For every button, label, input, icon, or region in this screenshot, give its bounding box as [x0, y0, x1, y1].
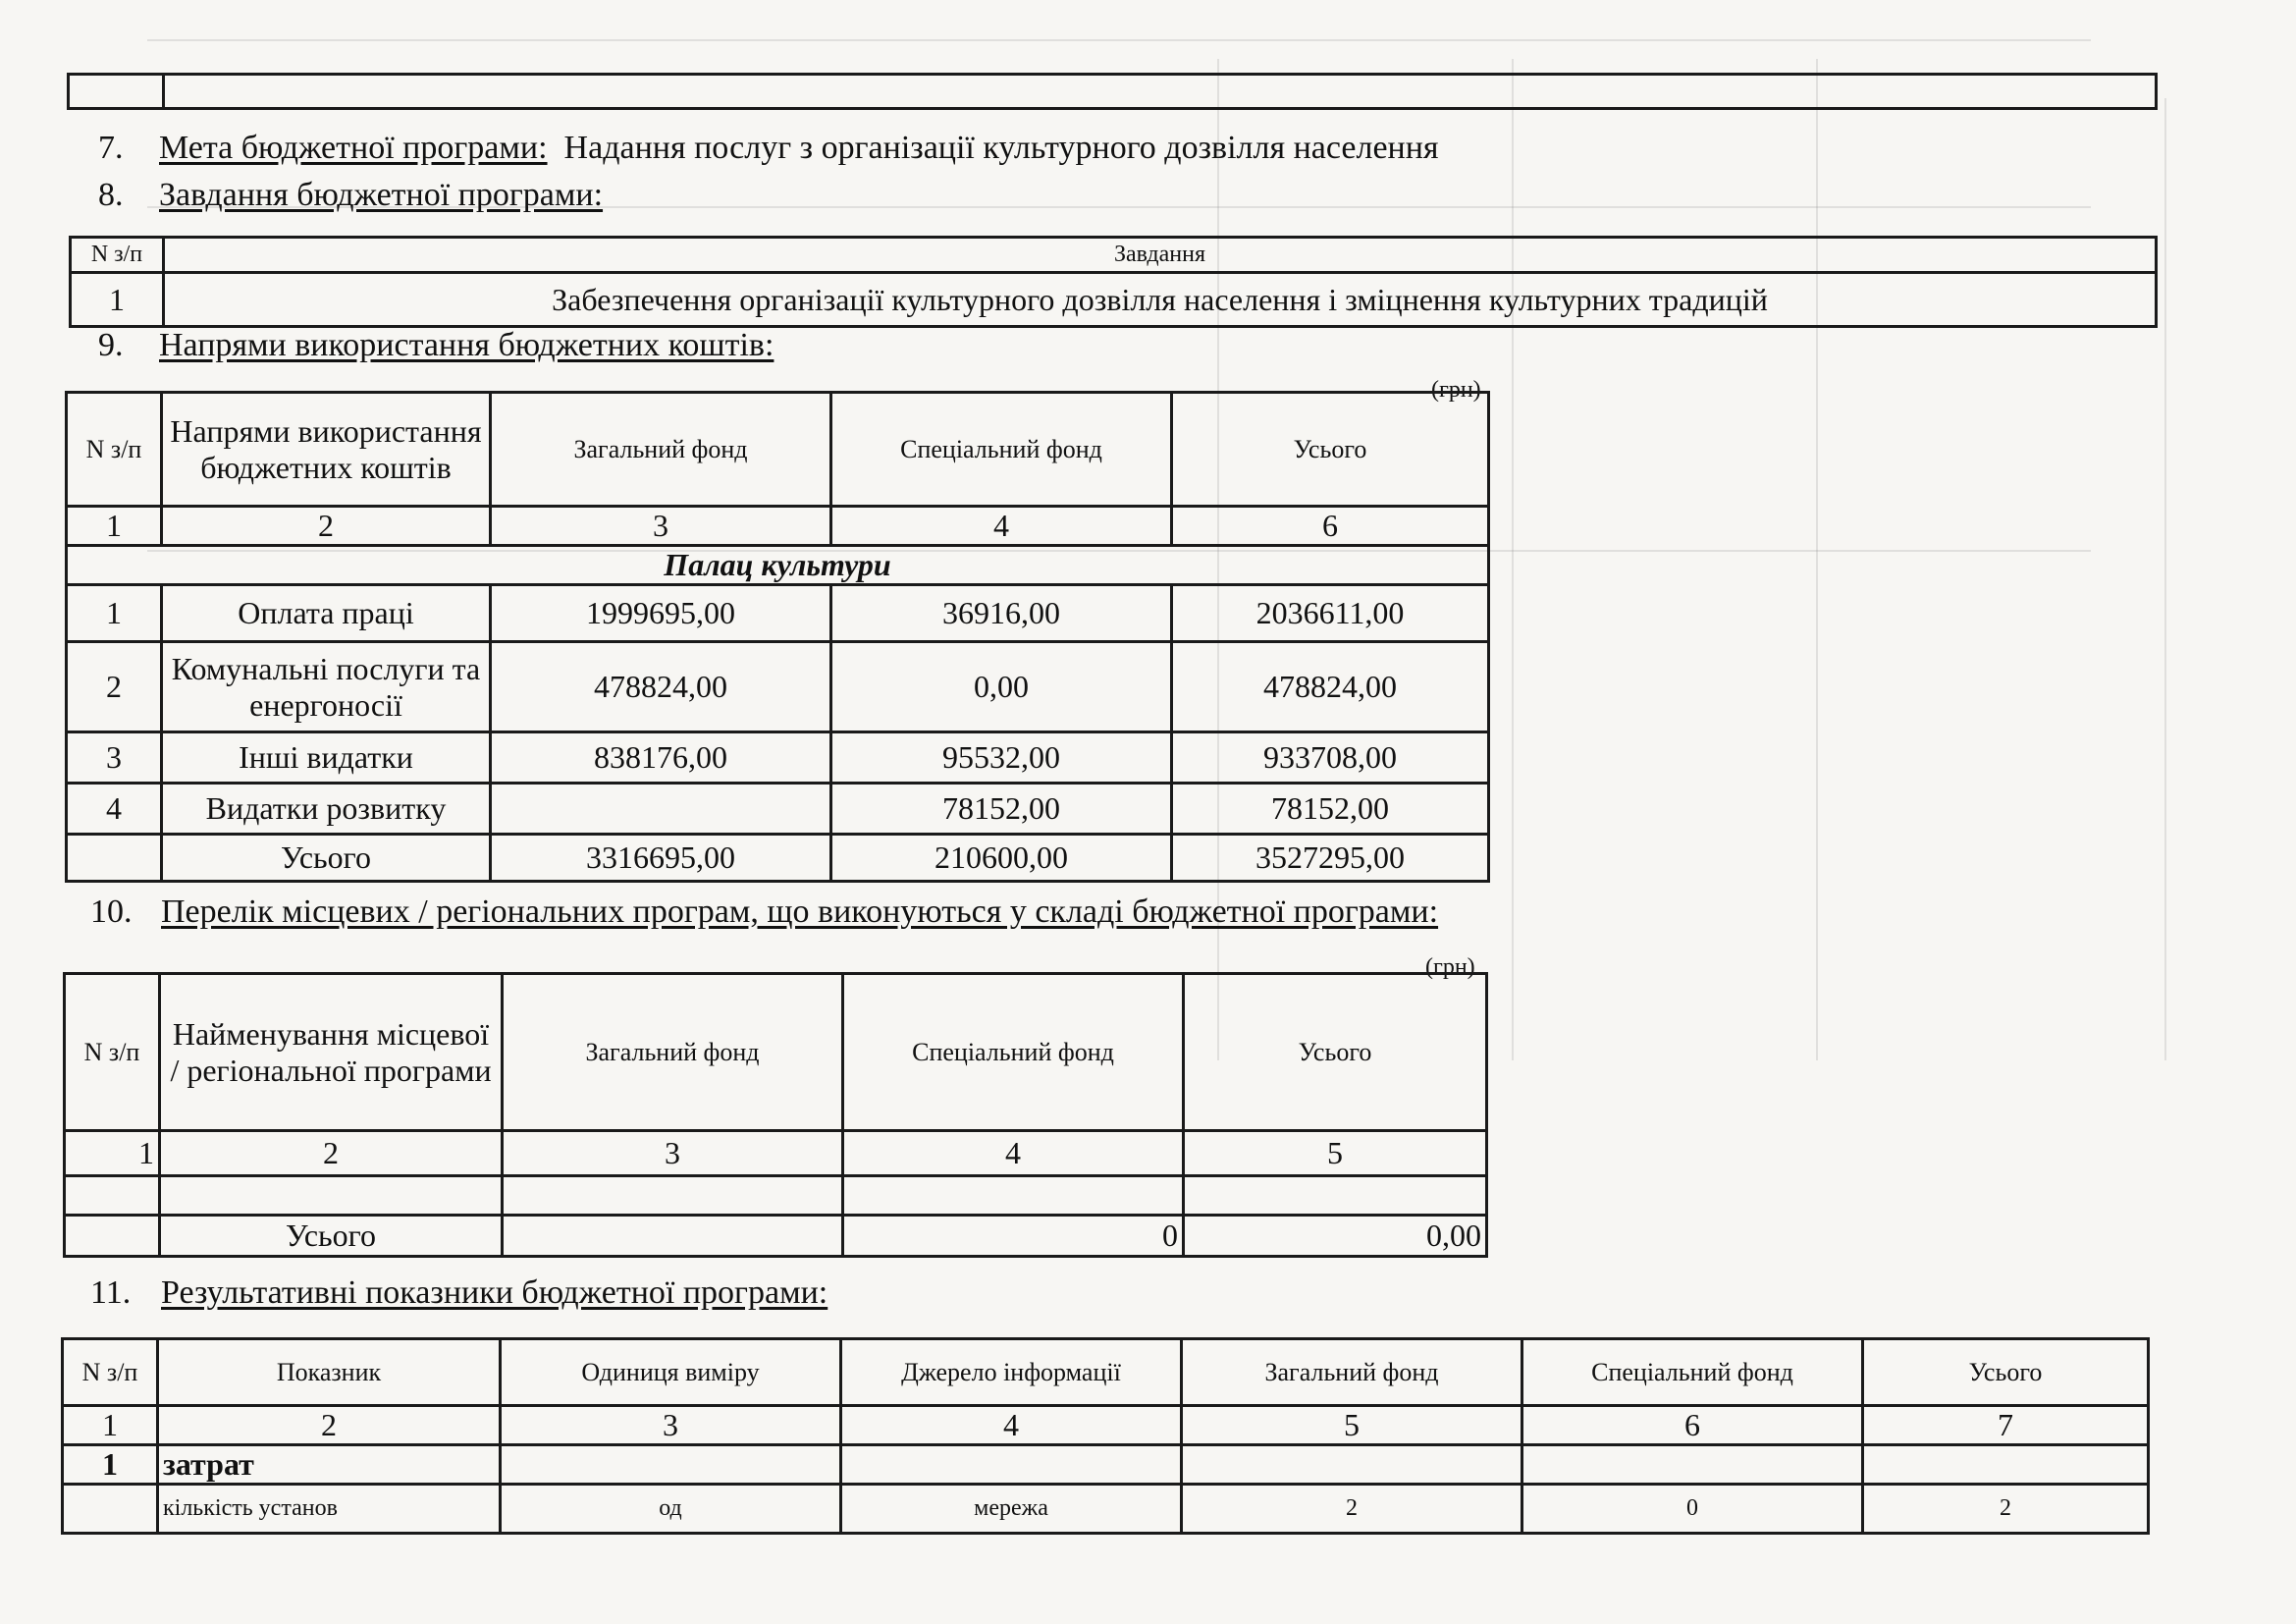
total-label: Усього: [160, 1216, 503, 1257]
header-general-fund: Загальний фонд: [503, 974, 843, 1131]
continued-table-strip: [67, 73, 2158, 110]
strip-cell: [164, 75, 2157, 109]
header-unit: Одиниця виміру: [501, 1339, 841, 1406]
task-row-text: Забезпечення організації культурного дозвілля населення і зміцнення культурних традицій: [164, 273, 2157, 327]
table-row: [67, 585, 1489, 642]
row-total: 478824,00: [1172, 642, 1489, 732]
col-num-1: 1: [65, 1131, 160, 1176]
total-general: [503, 1216, 843, 1257]
col-num-1: 1: [63, 1406, 158, 1445]
col-num-3: 3: [503, 1131, 843, 1176]
total-num: [67, 835, 162, 882]
section-8-label: Завдання бюджетної програми:: [159, 177, 604, 213]
total-total: 3527295,00: [1172, 835, 1489, 882]
row-general: 838176,00: [491, 732, 831, 784]
header-total: Усього: [1172, 393, 1489, 507]
tasks-table: [69, 236, 2158, 328]
section-8-heading: [98, 177, 603, 214]
total-row: [65, 1216, 1487, 1257]
header-general-fund: Загальний фонд: [1182, 1339, 1522, 1406]
row-num: [63, 1484, 158, 1533]
group-label: Палац культури: [67, 546, 1489, 585]
col-num-2: 2: [158, 1406, 501, 1445]
col-num-4: 4: [843, 1131, 1184, 1176]
strip-cell: [69, 75, 164, 109]
row-total: 78152,00: [1172, 784, 1489, 835]
header-total: Усього: [1184, 974, 1487, 1131]
row-num: 3: [67, 732, 162, 784]
row-special: 0: [1522, 1484, 1863, 1533]
row-total: 2036611,00: [1172, 585, 1489, 642]
section-9-unit: (грн): [1431, 377, 1481, 403]
header-source: Джерело інформації: [841, 1339, 1182, 1406]
section-7-text: Надання послуг з організації культурного дозвілля населення: [563, 130, 1439, 166]
col-num-3: 3: [501, 1406, 841, 1445]
row-general: 1999695,00: [491, 585, 831, 642]
row-num: 4: [67, 784, 162, 835]
header-program-name: Найменування місцевої / регіональної програми: [160, 974, 503, 1131]
header-general-fund: Загальний фонд: [491, 393, 831, 507]
total-general: 3316695,00: [491, 835, 831, 882]
section-11-label: Результативні показники бюджетної програми:: [161, 1274, 828, 1311]
section-8-number: 8.: [98, 177, 124, 213]
row-total: 2: [1863, 1484, 2149, 1533]
header-special-fund: Спеціальний фонд: [1522, 1339, 1863, 1406]
header-num: N з/п: [65, 974, 160, 1131]
header-num: N з/п: [67, 393, 162, 507]
row-special: 95532,00: [831, 732, 1172, 784]
budget-directions-table: [65, 391, 1490, 883]
col-num-1: 1: [67, 507, 162, 546]
col-num-3: 3: [491, 507, 831, 546]
col-num-6: 6: [1522, 1406, 1863, 1445]
section-7-heading: [98, 130, 1439, 167]
section-10-number: 10.: [90, 893, 133, 930]
col-num-4: 4: [831, 507, 1172, 546]
row-name: Видатки розвитку: [162, 784, 491, 835]
row-name: Комунальні послуги та енергоносії: [162, 642, 491, 732]
total-label: Усього: [162, 835, 491, 882]
row-num: 1: [67, 585, 162, 642]
section-9-heading: [98, 327, 774, 364]
table-row: [67, 732, 1489, 784]
col-num-4: 4: [841, 1406, 1182, 1445]
section-11-heading: [90, 1274, 828, 1312]
row-indicator: кількість установ: [158, 1484, 501, 1533]
section-9-number: 9.: [98, 327, 124, 363]
row-num: 2: [67, 642, 162, 732]
performance-indicators-table: [61, 1337, 2150, 1535]
section-7-number: 7.: [98, 130, 124, 166]
row-special: 78152,00: [831, 784, 1172, 835]
row-special: 0,00: [831, 642, 1172, 732]
empty-row: [65, 1176, 1487, 1216]
total-total: 0,00: [1184, 1216, 1487, 1257]
section-10-unit: (грн): [1425, 954, 1475, 980]
col-num-5: 5: [1184, 1131, 1487, 1176]
table-row: [67, 784, 1489, 835]
section-7-label: Мета бюджетної програми:: [159, 130, 548, 166]
local-programs-table: [63, 972, 1488, 1258]
section-9-label: Напрями використання бюджетних коштів:: [159, 327, 774, 363]
task-row-num: 1: [71, 273, 164, 327]
row-name: Інші видатки: [162, 732, 491, 784]
tasks-header-num: N з/п: [71, 238, 164, 273]
section-10-label: Перелік місцевих / регіональних програм, що виконуються у складі бюджетної програми:: [161, 893, 1439, 930]
total-special: 0: [843, 1216, 1184, 1257]
row-special: 36916,00: [831, 585, 1172, 642]
table-row: [67, 642, 1489, 732]
col-num-5: 5: [1182, 1406, 1522, 1445]
header-directions: Напрями використання бюджетних коштів: [162, 393, 491, 507]
group-num: 1: [63, 1445, 158, 1485]
group-label: затрат: [158, 1445, 501, 1485]
header-indicator: Показник: [158, 1339, 501, 1406]
tasks-header-task: Завдання: [164, 238, 2157, 273]
table-row: [63, 1484, 2149, 1533]
row-unit: од: [501, 1484, 841, 1533]
header-total: Усього: [1863, 1339, 2149, 1406]
row-general: 2: [1182, 1484, 1522, 1533]
col-num-6: 6: [1172, 507, 1489, 546]
section-11-number: 11.: [90, 1274, 132, 1311]
row-general: [491, 784, 831, 835]
row-source: мережа: [841, 1484, 1182, 1533]
header-num: N з/п: [63, 1339, 158, 1406]
total-row: [67, 835, 1489, 882]
header-special-fund: Спеціальний фонд: [831, 393, 1172, 507]
total-special: 210600,00: [831, 835, 1172, 882]
row-name: Оплата праці: [162, 585, 491, 642]
row-general: 478824,00: [491, 642, 831, 732]
col-num-2: 2: [160, 1131, 503, 1176]
total-num: [65, 1216, 160, 1257]
section-10-heading: [90, 893, 1438, 931]
col-num-2: 2: [162, 507, 491, 546]
header-special-fund: Спеціальний фонд: [843, 974, 1184, 1131]
row-total: 933708,00: [1172, 732, 1489, 784]
col-num-7: 7: [1863, 1406, 2149, 1445]
